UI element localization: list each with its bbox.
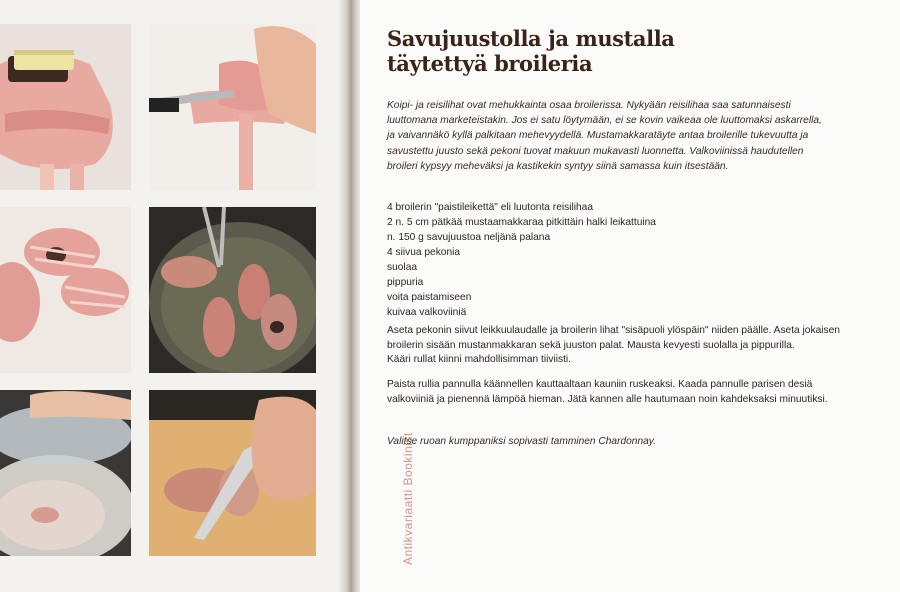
ingredient-item: voita paistamiseen <box>387 292 472 303</box>
ingredient-item: pippuria <box>387 277 424 288</box>
photo-frying-pan <box>149 207 316 373</box>
method-step-1 <box>387 324 900 368</box>
photo-tied-rolls <box>0 207 131 373</box>
ingredient-list <box>387 200 656 320</box>
ingredient-item: 2 n. 5 cm pätkää mustaamakkaraa pitkittäin halki leikattuina <box>387 217 656 228</box>
method-line: valkoviiniä ja pienennä lämpöä hieman. Jätä kannen alle hautumaan noin kahdeksaksi minuutiksi. <box>387 393 828 405</box>
wine-tip: Valitse ruoan kumppaniksi sopivasti tamminen Chardonnay. <box>387 436 656 447</box>
method-line: broilerin sisään mustanmakkaran sekä juuston palat. Mausta kevyesti suolalla ja pippurilla. <box>387 339 795 351</box>
intro-line: Koipi- ja reisilihat ovat mehukkainta osaa broilerissa. Nykyään reisilihaa saa satunnaisesti <box>387 100 791 111</box>
recipe-intro <box>387 98 897 174</box>
photo-rolling-bacon <box>149 24 316 190</box>
method-step-2 <box>387 378 900 407</box>
method-line: Aseta pekonin siivut leikkuulaudalle ja broilerin lihat "sisäpuoli ylöspäin" niiden päälle. Aseta jokaisen <box>387 325 840 336</box>
ingredient-item: kuivaa valkoviiniä <box>387 307 467 318</box>
ingredient-item: 4 broilerin "paistileikettä" eli luutonta reisilihaa <box>387 202 593 213</box>
intro-line: luuttomana marketeistakin. Jos ei satu löytymään, ei se kovin vaikeaa ole luuttomaksi askarrella, <box>387 115 822 127</box>
ingredient-item: 4 siivua pekonia <box>387 247 461 258</box>
intro-line: ja vaivannäkö kyllä palkitaan mehevyydellä. Mustamakkaratäyte antaa broilerille tukevuutta ja <box>387 130 809 142</box>
title-line-2: täytettyä broileria <box>387 51 593 76</box>
photo-pan-with-lid <box>0 390 131 556</box>
photo-assembling-roll <box>0 24 131 190</box>
method-line: Paista rullia pannulla käännellen kauttaaltaan kauniin ruskeaksi. Kaada pannulle parisen desiä <box>387 379 813 390</box>
intro-line: savustettu juusto sekä pekoni tuovat makuun mukavasti luonnetta. Valkoviinissä haudutellen <box>387 145 804 157</box>
photo-slicing-roll <box>149 390 316 556</box>
intro-line: broileri kypsyy meheväksi ja kastikekin syntyy siinä samassa kuin itsestään. <box>387 160 729 172</box>
method-line: Kääri rullat kiinni mahdollisimman tiiviisti. <box>387 354 571 366</box>
recipe-title <box>387 26 674 76</box>
ingredient-item: suolaa <box>387 262 418 273</box>
ingredient-item: n. 150 g savujuustoa neljänä palana <box>387 232 551 243</box>
title-line-1: Savujuustolla ja mustalla <box>387 26 675 51</box>
watermark-stamp: Antikvariaatti Bookinist <box>401 432 415 565</box>
